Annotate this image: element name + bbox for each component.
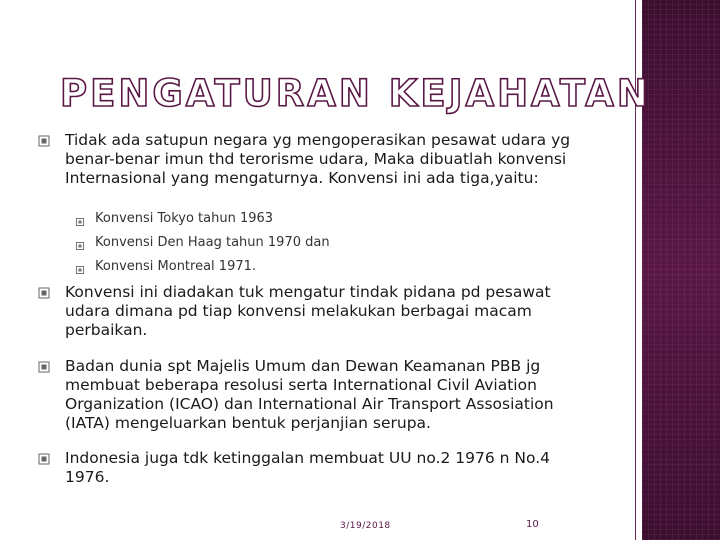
content-area	[38, 131, 598, 487]
bullet-text: Badan dunia spt Majelis Umum dan Dewan Keamanan PBB jg membuat beberapa resolusi serta International Civil Aviation Organization (ICAO) dan International Air Transport Assosiation (IATA) mengeluarkan bentuk perjanjian serupa.	[65, 357, 554, 432]
square-bullet-icon	[38, 135, 50, 147]
square-bullet-icon	[38, 287, 50, 299]
small-square-bullet-icon	[76, 239, 84, 247]
decorative-side-panel	[642, 0, 720, 540]
bullet-item	[38, 449, 598, 487]
page-number: 10	[526, 519, 539, 530]
small-square-bullet-icon	[76, 263, 84, 271]
bullet-item	[38, 357, 598, 449]
sub-list	[38, 211, 598, 275]
bullet-text: Indonesia juga tdk ketinggalan membuat UU no.2 1976 n No.4 1976.	[65, 449, 550, 486]
sub-item	[76, 235, 598, 251]
small-square-bullet-icon	[76, 215, 84, 223]
sub-item-text: Konvensi Den Haag tahun 1970 dan	[95, 235, 330, 250]
sub-item-text: Konvensi Montreal 1971.	[95, 259, 257, 274]
sub-item	[76, 211, 598, 227]
footer-date: 3/19/2018	[340, 521, 391, 531]
bullet-text: Tidak ada satupun negara yg mengoperasikan pesawat udara yg benar-benar imun thd terorisme udara, Maka dibuatlah konvensi Internasional yang mengaturnya. Konvensi ini ada tiga,yaitu:	[65, 131, 571, 187]
bullet-text: Konvensi ini diadakan tuk mengatur tindak pidana pd pesawat udara dimana pd tiap konvensi melakukan berbagai macam perbaikan.	[65, 283, 551, 339]
slide-title: PENGATURAN KEJAHATAN	[60, 72, 651, 115]
square-bullet-icon	[38, 361, 50, 373]
bullet-item	[38, 131, 598, 211]
square-bullet-icon	[38, 453, 50, 465]
sub-item-text: Konvensi Tokyo tahun 1963	[95, 211, 274, 226]
sub-item	[76, 259, 598, 275]
bullet-item	[38, 283, 598, 357]
